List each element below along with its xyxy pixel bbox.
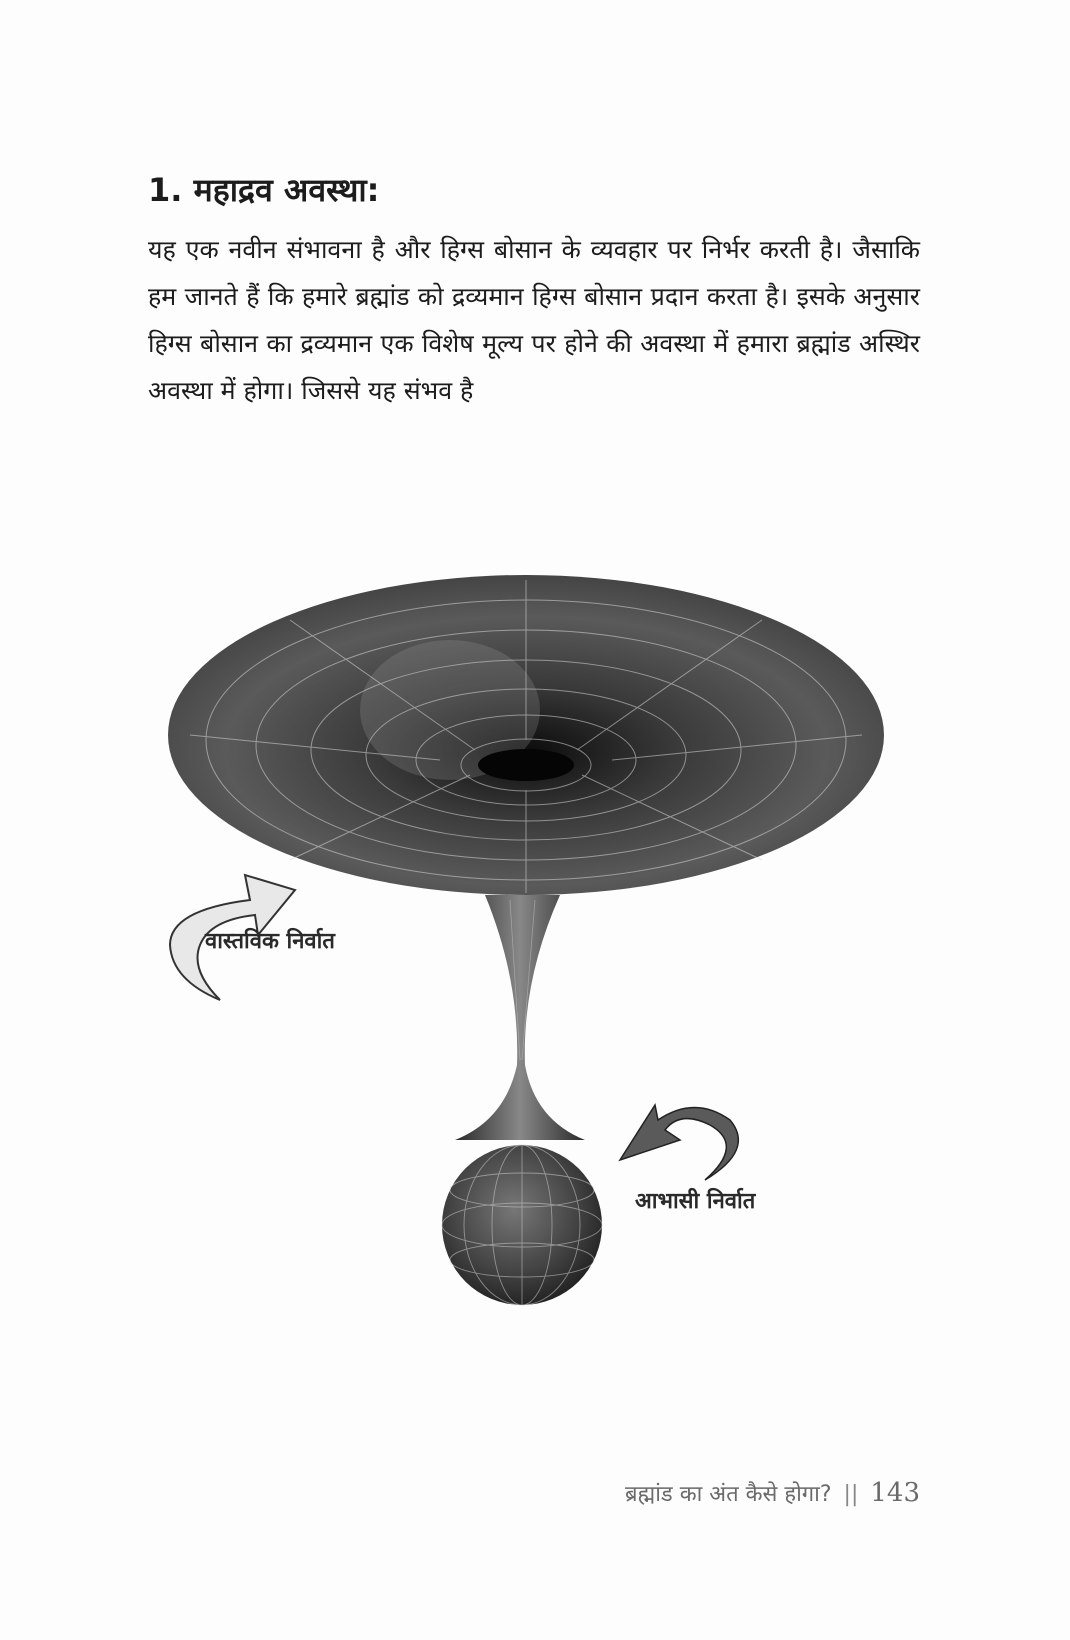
false-vacuum-arrow-icon — [620, 1105, 738, 1180]
page-footer — [500, 1478, 920, 1508]
book-title: ब्रह्मांड का अंत कैसे होगा? — [625, 1482, 832, 1507]
true-vacuum-label: वास्तविक निर्वात — [205, 929, 335, 954]
vacuum-illustration — [150, 560, 930, 1360]
footer-separator: || — [843, 1482, 859, 1507]
funnel-stem — [455, 895, 585, 1140]
false-vacuum-label: आभासी निर्वात — [635, 1189, 756, 1214]
section-heading: 1. महाद्रव अवस्था: — [148, 171, 380, 209]
page-number: 143 — [870, 1478, 920, 1508]
body-paragraph: यह एक नवीन संभावना है और हिग्स बोसान के व्यवहार पर निर्भर करती है। जैसाकि हम जानते हैं कि हमारे ब्रह्मांड को द्रव्यमान हिग्स बोसान प्रदान करता है। इसके अनुसार हिग्स बोसान का द्रव्यमान एक विशेष मूल्य पर होने की अवस्था में हमारा ब्रह्मांड अस्थिर अवस्था में होगा। जिससे यह संभव है — [148, 235, 920, 405]
